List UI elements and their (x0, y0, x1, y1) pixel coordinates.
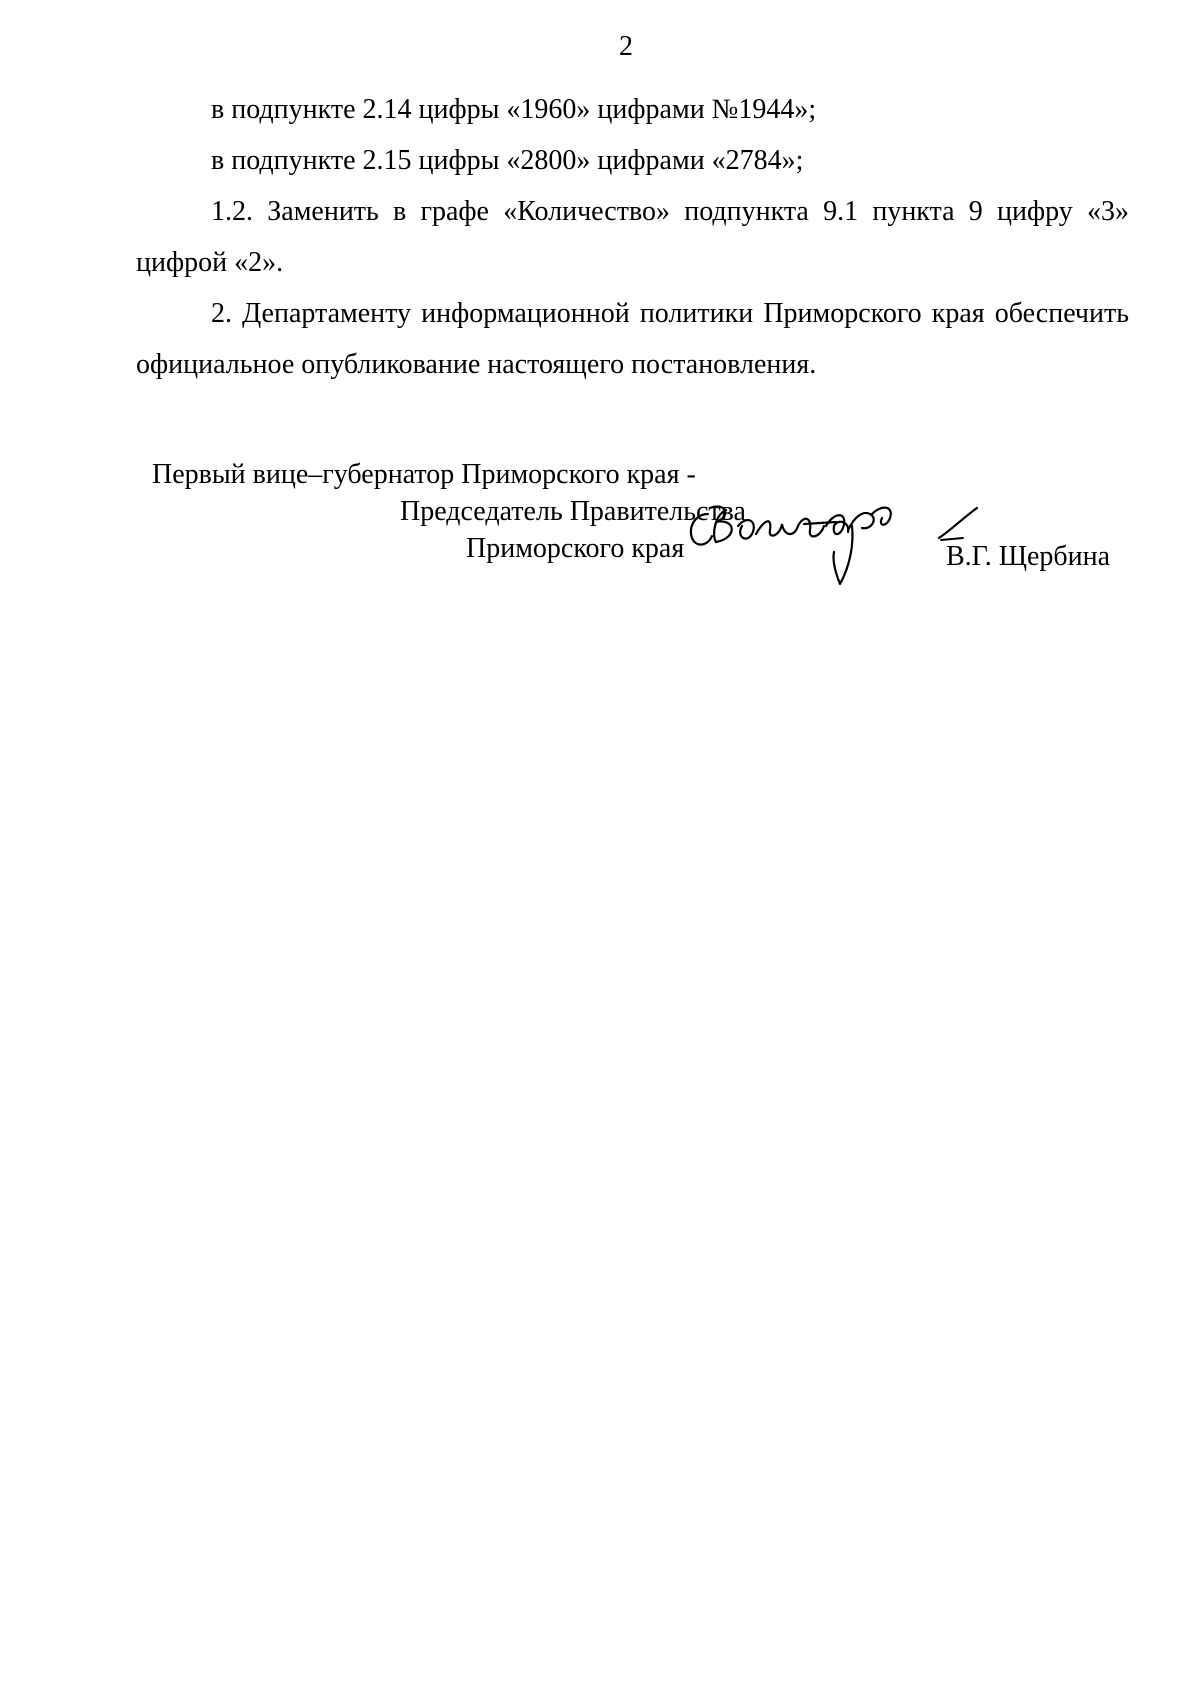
document-body (136, 84, 1129, 390)
paragraph-item-1-2: 1.2. Заменить в графе «Количество» подпункта 9.1 пункта 9 цифру «3» цифрой «2». (136, 196, 1129, 278)
signatory-title (152, 456, 746, 567)
paragraph-item-2: 2. Департаменту информационной политики Приморского края обеспечить официальное опубликование настоящего постановления. (136, 298, 1129, 380)
signer-name: В.Г. Щербина (946, 541, 1111, 572)
signatory-title-line-2: Председатель Правительства (400, 496, 746, 527)
signatory-title-line-3: Приморского края (466, 533, 685, 564)
paragraph-subitem-2-15: в подпункте 2.15 цифры «2800» цифрами «2784»; (211, 145, 804, 176)
signatory-title-line-1: Первый вице–губернатор Приморского края - (152, 459, 696, 490)
handwritten-signature (686, 496, 924, 596)
page-number: 2 (619, 31, 633, 62)
signature-flourish (937, 504, 981, 542)
paragraph-subitem-2-14: в подпункте 2.14 цифры «1960» цифрами №1944»; (211, 94, 817, 125)
